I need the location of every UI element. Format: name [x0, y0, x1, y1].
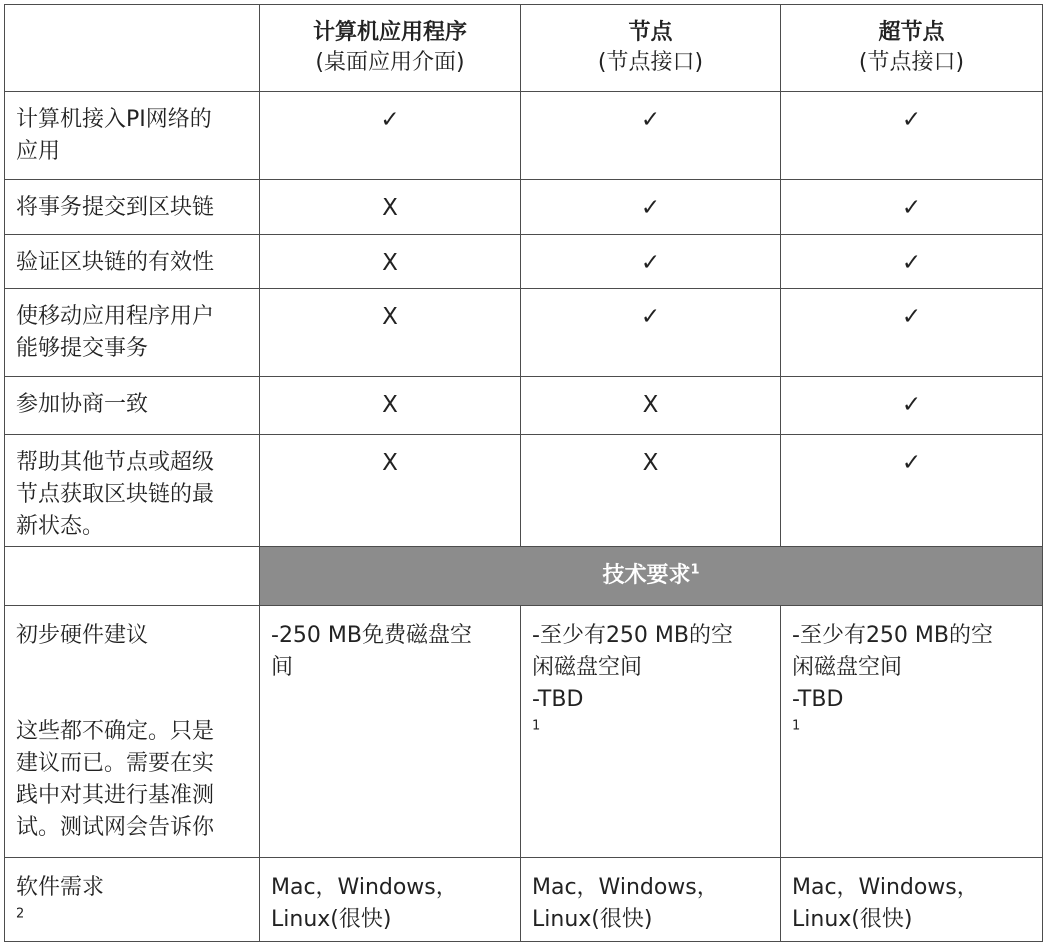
- software-label-line: [16, 872, 251, 936]
- support-mark: ✓: [781, 435, 1043, 547]
- header-subtitle: (节点接口): [858, 50, 965, 75]
- comparison-table: [4, 4, 1043, 942]
- feature-label: [5, 435, 260, 547]
- header-supernode: [781, 5, 1043, 92]
- software-label: 软件需求: [16, 875, 105, 900]
- hardware-note-line: 试。测试网会告诉你: [16, 815, 215, 840]
- software-row: [5, 858, 1043, 942]
- hardware-line: 间: [271, 655, 294, 680]
- feature-label-line: 使移动应用程序用户: [16, 304, 215, 329]
- support-mark: ✓: [781, 289, 1043, 377]
- software-line: Linux(很快): [792, 907, 913, 932]
- hardware-desktop-cell: [260, 606, 521, 858]
- feature-row: [5, 435, 1043, 547]
- feature-label-line: 新状态。: [16, 514, 105, 539]
- hardware-label-cell: [5, 606, 260, 858]
- hardware-line: [532, 684, 772, 748]
- software-desktop-cell: [260, 858, 521, 942]
- feature-row: [5, 180, 1043, 235]
- feature-row: [5, 289, 1043, 377]
- feature-label-line: 计算机接入PI网络的: [16, 107, 212, 132]
- feature-row: [5, 92, 1043, 180]
- hardware-row: [5, 606, 1043, 858]
- hardware-line: 闲磁盘空间: [532, 655, 643, 680]
- header-subtitle: (桌面应用介面): [315, 50, 465, 75]
- hardware-note-line: 这些都不确定。只是: [16, 719, 215, 744]
- support-mark: ✓: [260, 92, 521, 180]
- header-title: 超节点: [878, 20, 945, 45]
- feature-label: [5, 92, 260, 180]
- footnote-marker: 1: [792, 718, 801, 734]
- support-mark: ✓: [521, 289, 781, 377]
- support-mark: X: [260, 377, 521, 435]
- footnote-marker: 2: [16, 906, 25, 922]
- header-title: 节点: [628, 20, 673, 45]
- tech-section-header: [260, 547, 1043, 606]
- feature-label-line: 应用: [16, 139, 61, 164]
- feature-row: [5, 235, 1043, 289]
- feature-label: [5, 289, 260, 377]
- support-mark: ✓: [781, 92, 1043, 180]
- software-label-cell: [5, 858, 260, 942]
- feature-label: [5, 377, 260, 435]
- header-title: 计算机应用程序: [312, 20, 467, 45]
- hardware-supernode-cell: [781, 606, 1043, 858]
- support-mark: ✓: [521, 92, 781, 180]
- feature-row: [5, 377, 1043, 435]
- support-mark: X: [260, 435, 521, 547]
- feature-label-line: 验证区块链的有效性: [16, 250, 215, 275]
- header-empty-cell: [5, 5, 260, 92]
- hardware-label: 初步硬件建议: [16, 623, 149, 648]
- support-mark: X: [260, 180, 521, 235]
- software-line: Linux(很快): [271, 907, 392, 932]
- software-line: Linux(很快): [532, 907, 653, 932]
- hardware-node-cell: [521, 606, 781, 858]
- hardware-line: -至少有250 MB的空: [792, 623, 993, 648]
- support-mark: X: [260, 235, 521, 289]
- feature-label-line: 将事务提交到区块链: [16, 195, 215, 220]
- tech-section-row: [5, 547, 1043, 606]
- feature-label-line: 帮助其他节点或超级: [16, 450, 215, 475]
- header-node: [521, 5, 781, 92]
- tech-section-empty-cell: [5, 547, 260, 606]
- tbd-text: -TBD: [532, 687, 584, 712]
- support-mark: X: [260, 289, 521, 377]
- header-desktop-app: [260, 5, 521, 92]
- software-line: Mac，Windows，: [532, 875, 719, 900]
- hardware-line: -至少有250 MB的空: [532, 623, 733, 648]
- feature-label-line: 节点获取区块链的最: [16, 482, 215, 507]
- header-row: [5, 5, 1043, 92]
- software-line: Mac，Windows，: [792, 875, 979, 900]
- support-mark: ✓: [781, 180, 1043, 235]
- software-node-cell: [521, 858, 781, 942]
- hardware-note-line: 践中对其进行基准测: [16, 783, 215, 808]
- tbd-text: -TBD: [792, 687, 844, 712]
- hardware-line: -250 MB免费磁盘空: [271, 623, 472, 648]
- feature-label-line: 参加协商一致: [16, 392, 149, 417]
- header-subtitle: (节点接口): [597, 50, 704, 75]
- support-mark: ✓: [521, 180, 781, 235]
- hardware-note-line: 建议而已。需要在实: [16, 751, 215, 776]
- footnote-marker: 1: [532, 718, 541, 734]
- hardware-line: [792, 684, 1034, 748]
- support-mark: X: [521, 377, 781, 435]
- software-line: Mac，Windows，: [271, 875, 458, 900]
- feature-label-line: 能够提交事务: [16, 336, 149, 361]
- hardware-line: 闲磁盘空间: [792, 655, 903, 680]
- footnote-marker: 1: [690, 562, 700, 578]
- support-mark: ✓: [781, 235, 1043, 289]
- feature-label: [5, 235, 260, 289]
- feature-label: [5, 180, 260, 235]
- support-mark: ✓: [781, 377, 1043, 435]
- tech-section-title: 技术要求: [602, 563, 691, 588]
- support-mark: X: [521, 435, 781, 547]
- software-supernode-cell: [781, 858, 1043, 942]
- support-mark: ✓: [521, 235, 781, 289]
